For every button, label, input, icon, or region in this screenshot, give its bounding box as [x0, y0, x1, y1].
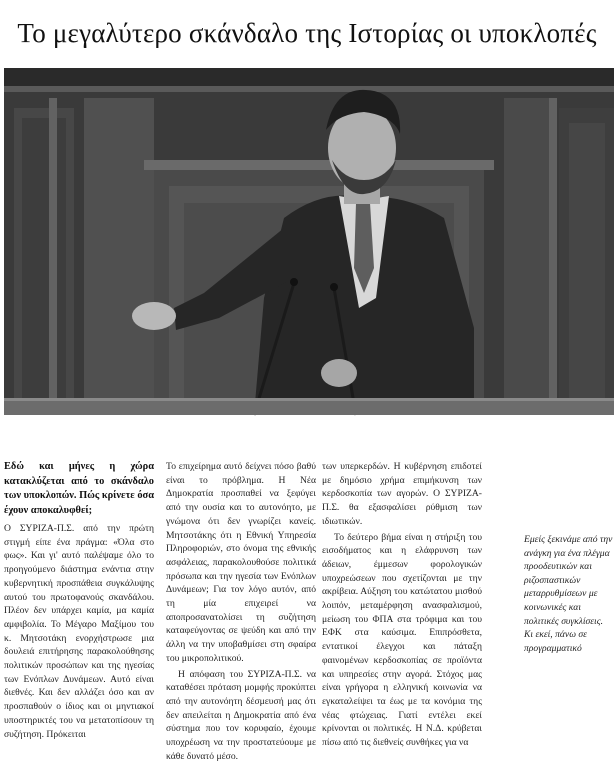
article-column-1	[4, 460, 154, 741]
article-column-2	[166, 460, 316, 763]
pull-quote-text: Εμείς ξεκινάμε από την ανάγκη για ένα πλέγμα προοδευτικών και ριζοσπαστικών μεταρρυθμίσεων με κοινωνικές και πολιτικές συγκλίσεις. Κι εκεί, πάνω σε προγραμματικό	[524, 534, 613, 654]
pull-quote	[524, 533, 614, 655]
column-2-body-1: Το επιχείρημα αυτό δείχνει πόσο βαθύ είναι το πρόβλημα. Η Νέα Δημοκρατία προσπαθεί να ξεφύγει από την ουσία και το αυτονόητο, με γνώμονα ότι δεν γνωρίζει κανείς. Μητσοτάκης ότι η Εθνική Υπηρεσία Πληροφοριών, στο όνομα της εθνικής ασφάλειας, παρακολουθούσε πολιτικά πρόσωπα και την ηγεσία των Ενόπλων Δυνάμεων; Για τον λόγο αυτόν, από τη μία επιχειρεί να αποπροσανατολίσει τη συζήτηση καταφεύγοντας σε ψεύδη και από την άλλη να την υποβαθμίσει στη σφαίρα του μικροπολιτικού.	[166, 461, 316, 664]
column-3-body-1: των υπερκερδών. Η κυβέρνηση επιδοτεί με δημόσιο χρήμα επιμήκυνση των κερδοσκοπία των αγορών. Ο ΣΥΡΙΖΑ-Π.Σ. θα εξασφαλίσει ρύθμιση των ιδιωτικών.	[322, 461, 482, 527]
article-column-3	[322, 460, 482, 750]
column-1-body: Ο ΣΥΡΙΖΑ-Π.Σ. από την πρώτη στιγμή είπε ένα πράγμα: «Όλα στο φως». Και γι' αυτό παλέψαμε όλο το προηγούμενο διάστημα ενάντια στην κυβερνητική προσπάθεια συγκάλυψης αυτού του πρωτοφανούς σκανδάλου. Πλέον δεν υπάρχει καμία, μα καμία αμφιβολία. Το Μέγαρο Μαξίμου του κ. Μητσοτάκη ενορχήστρωσε μια δουλειά επιτήρησης παρακολούθησης πολιτικών προσώπων και της ηγεσίας των Ενόπλων Δυνάμεων. Αυτό είναι διεθνές. Και δεν αλλάζει όσο και αν προσπαθούν ο ίδιος και οι μηντιακοί υποστηρικτές του να μετατοπίσουν τη συζήτηση. Πρόκειται	[4, 523, 154, 740]
article-photo	[4, 68, 614, 415]
column-2-body-2: Η απόφαση του ΣΥΡΙΖΑ-Π.Σ. να καταθέσει πρόταση μομφής προκύπτει από την αυτονόητη δέσμευσή μας ότι δεν απειλείται η Δημοκρατία από ένα σύστημα που τον κορυφαίο, έχουμε υποχρέωση να την προστατεύουμε με κάθε δυνατό μέσο.	[166, 668, 316, 762]
article-headline: Το μεγαλύτερο σκάνδαλο της Ιστορίας οι υποκλοπές	[17, 18, 597, 48]
interview-question: Εδώ και μήνες η χώρα κατακλύζεται από το σκάνδαλο των υποκλοπών. Πώς κρίνετε όσα έχουν αποκαλυφθεί;	[4, 461, 154, 516]
column-3-body-2: Το δεύτερο βήμα είναι η στήριξη του εισοδήματος και η ελάφρυνση των άδειων, έμμεσων φορολογικών υποχρεώσεων που σχετίζονται με την ακρίβεια. Αύξηση του κατώτατου μισθού λοιπόν, μεταμέρφηση ανασφαλισμού, μείωση του ΦΠΑ στα τρόφιμα και του ΕΦΚ στα καύσιμα. Επιπρόσθετα, εντατικοί έλεγχοι και πάταξη φαινομένων κερδοσκοπίας σε προϊόντα και υπηρεσίες στην αγορά. Στόχος μας είναι γρήγορα η ελληνική κοινωνία να εγκαταλείψει τα έως με τα κονόμια της νέας φτώχειας. Γιατί εντέλει εκεί κρίνονται οι πολιτικές. Η Ν.Δ. κρύβεται πίσω από τις διεθνείς συνθήκες για να	[322, 531, 482, 749]
